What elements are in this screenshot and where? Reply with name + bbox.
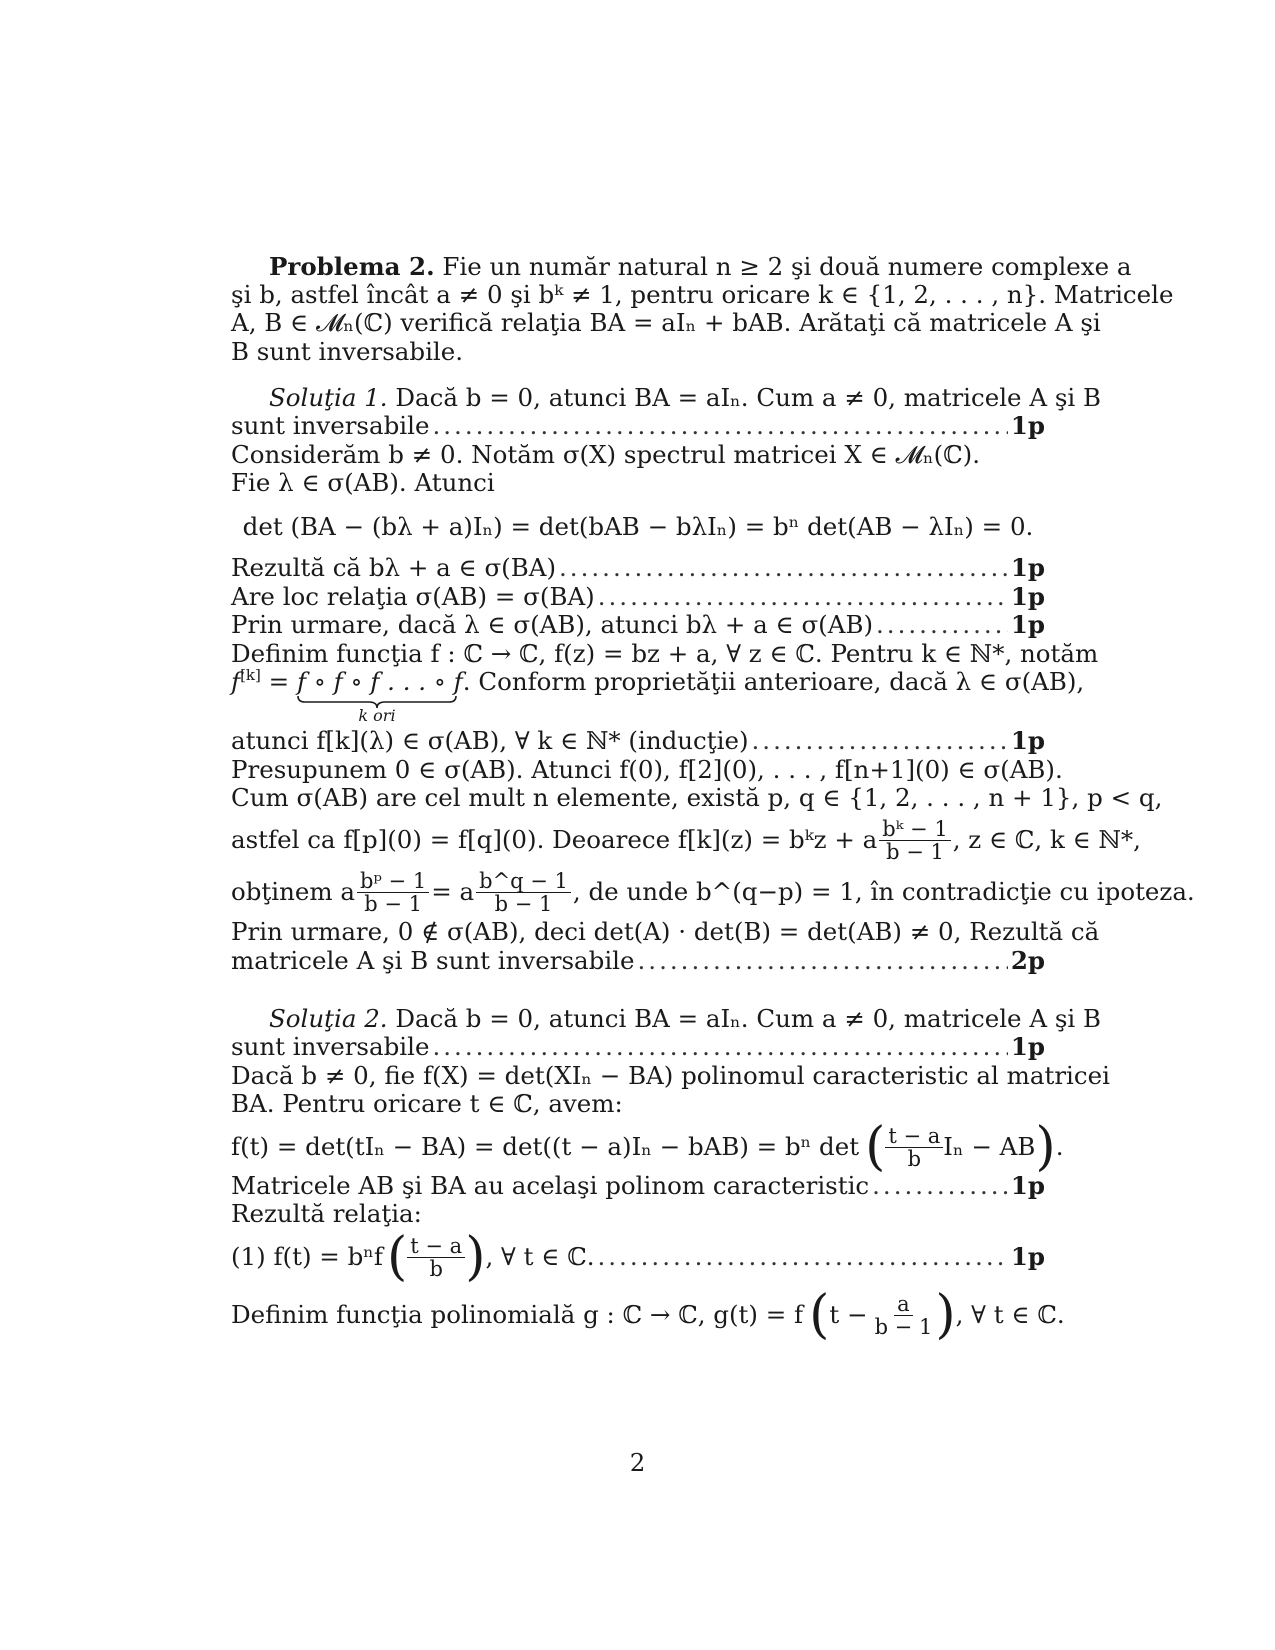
left-paren-icon: ( (865, 1117, 886, 1177)
sol2-line-6: Rezultă relaţia: (231, 1199, 422, 1228)
sol1-line-13 (231, 812, 1141, 868)
fraction (885, 1125, 943, 1170)
sol1-text-9: . Conform proprietăţii anterioare, dacă λ ∈ σ(AB), (462, 667, 1085, 696)
sol1-text-14c: , de unde b^(q−p) = 1, în contradicţie cu ipoteza. (572, 877, 1195, 906)
sol1-text-6: Are loc relaţia σ(AB) = σ(BA) (231, 582, 595, 611)
underbrace-group (296, 667, 463, 725)
points-badge: 1p (1010, 1242, 1045, 1271)
problem-line-4: B sunt inversabile. (231, 337, 464, 366)
dot-leader (432, 411, 1007, 441)
sol2-line-3: Dacă b ≠ 0, fie f(X) = det(XIₙ − BA) polinomul caracteristic al matricei (231, 1061, 1110, 1090)
points-badge: 1p (1010, 582, 1045, 611)
sol2-line-8 (231, 1285, 1065, 1345)
points-badge: 1p (1010, 1171, 1045, 1200)
sol2-text-8a: Definim funcţia polinomială g : ℂ → ℂ, g(t) = f (231, 1300, 804, 1329)
points-badge: 1p (1010, 726, 1045, 755)
fraction (476, 870, 571, 915)
iterate-exponent: [k] (240, 666, 261, 684)
fraction-denominator: b (907, 1146, 922, 1171)
sol1-text-14a: obţinem a (231, 877, 356, 906)
dot-leader (872, 1171, 1008, 1201)
sol2-line-2 (231, 1032, 1045, 1062)
fraction-numerator: bᵏ − 1 (879, 818, 950, 841)
sol2-line-7 (231, 1227, 1045, 1287)
sol1-line-12: Cum σ(AB) are cel mult n elemente, există p, q ∈ {1, 2, . . . , n + 1}, p < q, (231, 783, 1163, 812)
sol1-line-8: Definim funcţia f : ℂ → ℂ, f(z) = bz + a, ∀ z ∈ ℂ. Pentru k ∈ ℕ*, notăm (231, 639, 1099, 668)
sol1-line-4: Fie λ ∈ σ(AB). Atunci (231, 468, 495, 497)
fraction-numerator: t − a (885, 1125, 943, 1148)
sol1-text-10: atunci f[k](λ) ∈ σ(AB), ∀ k ∈ ℕ* (inducţie) (231, 726, 749, 755)
sol2-eq-left: f(t) = det(tIₙ − BA) = det((t − a)Iₙ − bAB) = bⁿ det (231, 1132, 860, 1161)
fraction (879, 818, 950, 863)
sol1-line-15: Prin urmare, 0 ∉ σ(AB), deci det(A) · det(B) = det(AB) ≠ 0, Rezultă că (231, 917, 1100, 946)
problem-line-1 (231, 252, 1132, 282)
sol2-text-1: Dacă b = 0, atunci BA = aIₙ. Cum a ≠ 0, matricele A şi B (395, 1004, 1102, 1033)
fraction-denominator: b − 1 (364, 891, 422, 916)
right-paren-icon: ) (465, 1227, 486, 1287)
fraction (407, 1235, 465, 1280)
fraction-denominator: b − 1 (874, 1314, 933, 1339)
sol1-line-6 (231, 582, 1045, 612)
dot-leader (876, 610, 1008, 640)
dot-leader (432, 1032, 1007, 1062)
dot-leader (597, 1242, 1007, 1272)
sol2-text-2: sunt inversabile (231, 1032, 430, 1061)
sol1-text-2: sunt inversabile (231, 411, 430, 440)
fraction-numerator: t − a (407, 1235, 465, 1258)
points-badge: 2p (1010, 946, 1045, 975)
sol2-eq1 (231, 1227, 595, 1287)
sol1-line-7 (231, 610, 1045, 640)
fraction-denominator: b (429, 1256, 443, 1281)
sol1-line-1 (231, 383, 1102, 413)
sol1-line-10 (231, 726, 1045, 756)
sol1-text-5: Rezultă că bλ + a ∈ σ(BA) (231, 553, 556, 582)
sol2-text-8b: t − (829, 1300, 868, 1329)
fraction-numerator: b^q − 1 (476, 870, 571, 893)
sol2-eq1-right: , ∀ t ∈ ℂ. (485, 1242, 595, 1271)
right-paren-icon: ) (1035, 1117, 1056, 1177)
right-paren-icon: ) (935, 1285, 956, 1345)
problem-text-1: Fie un număr natural n ≥ 2 şi două numere complexe a (442, 252, 1132, 281)
sol1-text-13a: astfel ca f[p](0) = f[q](0). Deoarece f[k](z) = bᵏz + a (231, 825, 878, 854)
sol2-line-1 (231, 1004, 1102, 1034)
problem-title: Problema 2. (269, 252, 435, 281)
sol1-text-7: Prin urmare, dacă λ ∈ σ(AB), atunci bλ + a ∈ σ(AB) (231, 610, 874, 639)
equals-sign: = (260, 667, 297, 696)
points-badge: 1p (1010, 553, 1045, 582)
dot-leader (638, 946, 1008, 976)
sol1-text-1: Dacă b = 0, atunci BA = aIₙ. Cum a ≠ 0, matricele A şi B (395, 383, 1102, 412)
sol2-eq1-left: (1) f(t) = bⁿf (231, 1242, 383, 1271)
sol1-equation-1: det (BA − (bλ + a)Iₙ) = det(bAB − bλIₙ) = bⁿ det(AB − λIₙ) = 0. (242, 512, 1034, 541)
dot-leader (752, 726, 1008, 756)
fraction-denominator: b − 1 (886, 839, 944, 864)
sol2-line-4: BA. Pentru oricare t ∈ ℂ, avem: (231, 1089, 623, 1118)
sol1-line-14 (231, 864, 1195, 920)
points-badge: 1p (1010, 1032, 1045, 1061)
fraction-denominator: b − 1 (494, 891, 553, 916)
composition-text: f ∘ f ∘ f . . . ∘ f (296, 667, 463, 696)
sol1-text-13b: , z ∈ ℂ, k ∈ ℕ*, (952, 825, 1141, 854)
sol2-eq-right: Iₙ − AB (943, 1132, 1036, 1161)
sol1-label: Soluţia 1. (269, 383, 388, 412)
problem-line-2: şi b, astfel încât a ≠ 0 şi bᵏ ≠ 1, pentru oricare k ∈ {1, 2, . . . , n}. Matricele (231, 280, 1174, 309)
sol1-line-16 (231, 946, 1045, 976)
left-paren-icon: ( (809, 1285, 830, 1345)
sol1-text-16: matricele A şi B sunt inversabile (231, 946, 635, 975)
sol1-line-9 (231, 666, 1085, 725)
sol1-line-2 (231, 411, 1045, 441)
sol1-line-5 (231, 553, 1045, 583)
sol2-label: Soluţia 2. (269, 1004, 388, 1033)
k-ori-text: k ori (358, 706, 396, 725)
sol1-line-3: Considerăm b ≠ 0. Notăm σ(X) spectrul matricei X ∈ 𝓜ₙ(ℂ). (231, 440, 980, 469)
sol2-text-5: Matricele AB şi BA au acelaşi polinom caracteristic (231, 1171, 870, 1200)
dot-leader (598, 582, 1008, 612)
fraction-numerator: bᵖ − 1 (357, 870, 429, 893)
fraction-numerator: a (894, 1293, 913, 1316)
fraction (872, 1293, 936, 1338)
underbrace-label (297, 707, 457, 725)
dot-leader (559, 553, 1008, 583)
page-number: 2 (629, 1448, 646, 1477)
fraction (357, 870, 429, 915)
left-paren-icon: ( (386, 1227, 408, 1287)
problem-line-3: A, B ∈ 𝓜ₙ(ℂ) verifică relaţia BA = aIₙ + bAB. Arătaţi că matricele A şi (231, 308, 1101, 337)
equals-a: = a (431, 877, 475, 906)
period: . (1055, 1132, 1064, 1161)
sol1-line-11: Presupunem 0 ∈ σ(AB). Atunci f(0), f[2](0), . . . , f[n+1](0) ∈ σ(AB). (231, 755, 1063, 784)
sol2-equation (231, 1117, 1064, 1177)
sol2-text-8c: , ∀ t ∈ ℂ. (955, 1300, 1065, 1329)
points-badge: 1p (1010, 411, 1045, 440)
sol2-line-5 (231, 1171, 1045, 1201)
f-symbol: f (231, 667, 241, 696)
points-badge: 1p (1010, 610, 1045, 639)
